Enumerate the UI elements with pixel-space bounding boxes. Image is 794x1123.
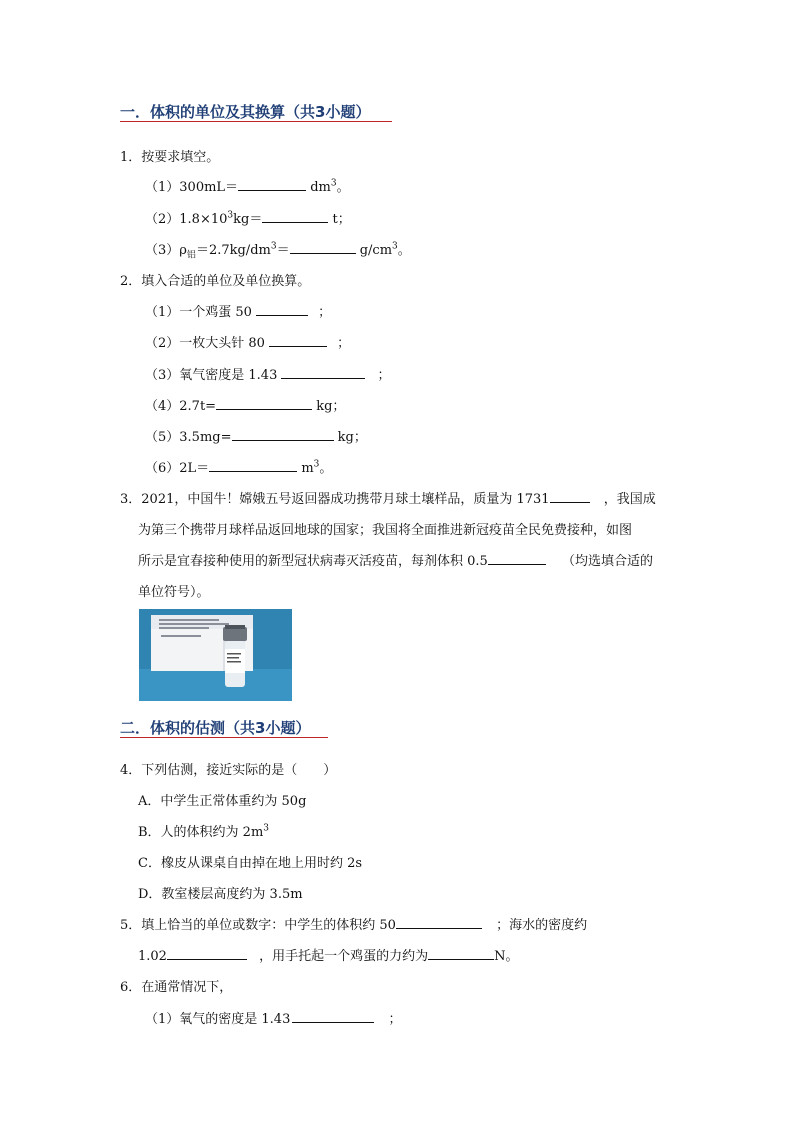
question-4-option-a: A．中学生正常体重约为 50g [138,794,307,809]
question-5-line-1: 5．填上恰当的单位或数字：中学生的体积约 50 ；海水的密度约 [120,918,588,933]
question-2-part-4: （4）2.7t= kg； [145,399,346,414]
vaccine-photo [139,609,292,701]
question-3-line-1: 3．2021，中国牛！嫦娥五号返回器成功携带月球土壤样品，质量为 1731 ，我国成 [120,492,656,507]
question-2: 2．填入合适的单位及单位换算。 [120,274,311,289]
question-2-part-1: （1）一个鸡蛋 50 ； [145,305,332,320]
question-3-line-4: 单位符号）。 [138,585,210,600]
question-6: 6．在通常情况下， [120,980,233,995]
section-title-1: 一．体积的单位及其换算（共3小题） [120,101,370,122]
question-2-part-6: $(6)2L= m^3$。 [145,459,333,476]
question-1: 1．按要求填空。 [120,150,220,165]
question-4-option-b: B．人的体积约为 $2m^3$ [138,823,270,840]
question-1-part-3: $(3)\rho_铝=2.7kg/dm^3= g/cm^3$。 [145,241,411,261]
question-6-part-1: （1）氧气的密度是 1.43 ； [145,1012,402,1027]
section-title-2: 二．体积的估测（共3小题） [120,717,310,738]
question-4-option-c: C．橡皮从课桌自由掉在地上用时约 2s [138,856,363,871]
vaccine-illustration [139,609,292,701]
question-2-part-3: （3）氧气密度是 1.43 ； [145,368,391,383]
question-3-line-2: 为第三个携带月球样品返回地球的国家；我国将全面推进新冠疫苗全民免费接种，如图 [138,523,633,538]
question-4-option-d: D．教室楼层高度约为 3.5m [138,887,303,902]
question-1-part-2: $(2)1.8\times 10^3kg= t$； [145,210,351,227]
question-4: 4．下列估测，接近实际的是（ ） [120,763,337,778]
question-3-line-3: 所示是宜春接种使用的新型冠状病毒灭活疫苗，每剂体积 0.5 （均选填合适的 [138,554,653,569]
question-2-part-2: （2）一枚大头针 80 ； [145,336,351,351]
question-5-line-2: 1.02 ，用手托起一个鸡蛋的力约为 N。 [138,949,519,964]
question-2-part-5: （5）3.5mg= kg； [145,430,367,445]
question-1-part-1: $(1)300mL= dm^3$。 [145,178,350,195]
